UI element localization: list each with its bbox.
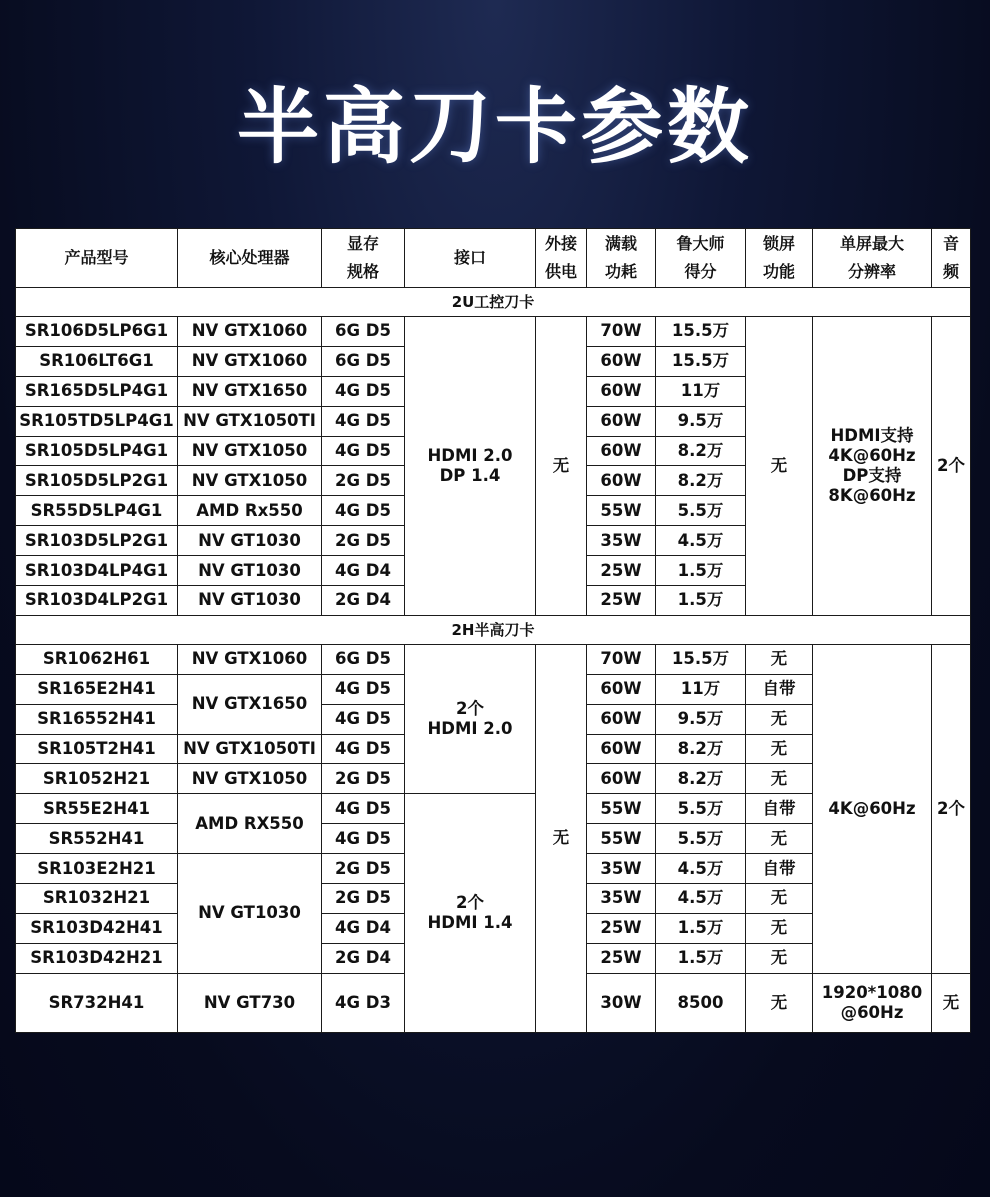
cell-tdp: 60W bbox=[587, 346, 656, 376]
cell-vram: 6G D5 bbox=[322, 644, 405, 674]
cell-model: SR103E2H21 bbox=[16, 854, 178, 884]
table-row bbox=[16, 644, 971, 674]
cell-tdp: 35W bbox=[587, 526, 656, 556]
cell-lock: 无 bbox=[746, 644, 813, 674]
cell-ext-power-2u: 无 bbox=[536, 317, 587, 616]
cell-tdp: 70W bbox=[587, 317, 656, 347]
cell-tdp: 60W bbox=[587, 406, 656, 436]
cell-tdp: 60W bbox=[587, 466, 656, 496]
header-ext-power: 外接 供电 bbox=[536, 229, 587, 288]
cell-gpu: NV GTX1050 bbox=[178, 764, 322, 794]
header-gpu: 核心处理器 bbox=[178, 229, 322, 288]
cell-lock: 自带 bbox=[746, 794, 813, 824]
header-model: 产品型号 bbox=[16, 229, 178, 288]
cell-model: SR103D5LP2G1 bbox=[16, 526, 178, 556]
cell-tdp: 55W bbox=[587, 496, 656, 526]
cell-vram: 2G D4 bbox=[322, 586, 405, 616]
cell-score: 5.5万 bbox=[656, 496, 746, 526]
cell-score: 9.5万 bbox=[656, 704, 746, 734]
cell-score: 8.2万 bbox=[656, 436, 746, 466]
section-2u-label: 2U工控刀卡 bbox=[16, 288, 971, 317]
cell-score: 8.2万 bbox=[656, 734, 746, 764]
cell-tdp: 25W bbox=[587, 943, 656, 973]
cell-vram: 4G D4 bbox=[322, 556, 405, 586]
cell-gpu: NV GT1030 bbox=[178, 854, 322, 974]
cell-tdp: 35W bbox=[587, 854, 656, 884]
header-row bbox=[16, 229, 971, 288]
cell-vram: 4G D5 bbox=[322, 794, 405, 824]
cell-gpu: NV GTX1650 bbox=[178, 674, 322, 734]
spec-table bbox=[15, 228, 971, 1033]
header-lock: 锁屏 功能 bbox=[746, 229, 813, 288]
cell-tdp: 55W bbox=[587, 794, 656, 824]
cell-ext-power-2h: 无 bbox=[536, 644, 587, 1032]
cell-tdp: 25W bbox=[587, 913, 656, 943]
cell-gpu: NV GT1030 bbox=[178, 556, 322, 586]
cell-interface-2h-a: 2个 HDMI 2.0 bbox=[405, 644, 536, 793]
cell-gpu: NV GTX1050 bbox=[178, 436, 322, 466]
cell-gpu: NV GTX1060 bbox=[178, 644, 322, 674]
cell-gpu: NV GTX1650 bbox=[178, 376, 322, 406]
cell-tdp: 60W bbox=[587, 704, 656, 734]
cell-resolution-2h: 4K@60Hz bbox=[813, 644, 932, 973]
cell-interface-2u: HDMI 2.0 DP 1.4 bbox=[405, 317, 536, 616]
cell-vram: 2G D5 bbox=[322, 764, 405, 794]
cell-lock: 自带 bbox=[746, 854, 813, 884]
cell-model: SR16552H41 bbox=[16, 704, 178, 734]
cell-model: SR55D5LP4G1 bbox=[16, 496, 178, 526]
cell-model: SR165E2H41 bbox=[16, 674, 178, 704]
cell-lock: 自带 bbox=[746, 674, 813, 704]
cell-model: SR103D4LP4G1 bbox=[16, 556, 178, 586]
cell-vram: 4G D5 bbox=[322, 406, 405, 436]
cell-tdp: 60W bbox=[587, 734, 656, 764]
cell-score: 1.5万 bbox=[656, 943, 746, 973]
cell-score: 11万 bbox=[656, 376, 746, 406]
cell-tdp: 60W bbox=[587, 436, 656, 466]
section-2h-header bbox=[16, 615, 971, 644]
cell-model: SR1052H21 bbox=[16, 764, 178, 794]
cell-vram: 2G D5 bbox=[322, 466, 405, 496]
cell-model: SR106LT6G1 bbox=[16, 346, 178, 376]
section-2u-header bbox=[16, 288, 971, 317]
cell-tdp: 25W bbox=[587, 556, 656, 586]
cell-gpu: NV GT1030 bbox=[178, 526, 322, 556]
cell-lock: 无 bbox=[746, 824, 813, 854]
header-score: 鲁大师 得分 bbox=[656, 229, 746, 288]
cell-lock: 无 bbox=[746, 973, 813, 1032]
cell-score: 11万 bbox=[656, 674, 746, 704]
cell-model: SR103D42H41 bbox=[16, 913, 178, 943]
cell-score: 5.5万 bbox=[656, 824, 746, 854]
cell-audio-2u: 2个 bbox=[932, 317, 971, 616]
cell-model: SR103D42H21 bbox=[16, 943, 178, 973]
cell-vram: 4G D4 bbox=[322, 913, 405, 943]
cell-tdp: 70W bbox=[587, 644, 656, 674]
cell-vram: 6G D5 bbox=[322, 317, 405, 347]
cell-audio-2h: 2个 bbox=[932, 644, 971, 973]
cell-vram: 4G D5 bbox=[322, 734, 405, 764]
cell-model: SR106D5LP6G1 bbox=[16, 317, 178, 347]
cell-score: 8.2万 bbox=[656, 764, 746, 794]
cell-gpu: NV GTX1060 bbox=[178, 346, 322, 376]
cell-vram: 2G D5 bbox=[322, 526, 405, 556]
cell-vram: 2G D5 bbox=[322, 854, 405, 884]
cell-score: 15.5万 bbox=[656, 644, 746, 674]
cell-vram: 4G D5 bbox=[322, 496, 405, 526]
header-interface: 接口 bbox=[405, 229, 536, 288]
cell-score: 1.5万 bbox=[656, 556, 746, 586]
cell-model: SR732H41 bbox=[16, 973, 178, 1032]
header-tdp: 满载 功耗 bbox=[587, 229, 656, 288]
cell-lock-2u: 无 bbox=[746, 317, 813, 616]
cell-gpu: NV GT730 bbox=[178, 973, 322, 1032]
cell-vram: 4G D5 bbox=[322, 704, 405, 734]
cell-model: SR1032H21 bbox=[16, 884, 178, 914]
cell-model: SR55E2H41 bbox=[16, 794, 178, 824]
cell-interface-2h-b: 2个 HDMI 1.4 bbox=[405, 794, 536, 1032]
cell-model: SR165D5LP4G1 bbox=[16, 376, 178, 406]
cell-lock: 无 bbox=[746, 943, 813, 973]
cell-gpu: NV GTX1060 bbox=[178, 317, 322, 347]
cell-vram: 2G D5 bbox=[322, 884, 405, 914]
cell-score: 8500 bbox=[656, 973, 746, 1032]
cell-resolution: 1920*1080 @60Hz bbox=[813, 973, 932, 1032]
cell-vram: 4G D5 bbox=[322, 674, 405, 704]
cell-gpu: AMD RX550 bbox=[178, 794, 322, 854]
header-resolution: 单屏最大 分辨率 bbox=[813, 229, 932, 288]
cell-score: 1.5万 bbox=[656, 913, 746, 943]
cell-score: 8.2万 bbox=[656, 466, 746, 496]
cell-lock: 无 bbox=[746, 884, 813, 914]
cell-tdp: 55W bbox=[587, 824, 656, 854]
cell-tdp: 30W bbox=[587, 973, 656, 1032]
cell-model: SR103D4LP2G1 bbox=[16, 586, 178, 616]
cell-tdp: 25W bbox=[587, 586, 656, 616]
cell-score: 4.5万 bbox=[656, 854, 746, 884]
cell-vram: 4G D5 bbox=[322, 824, 405, 854]
cell-vram: 2G D4 bbox=[322, 943, 405, 973]
cell-tdp: 60W bbox=[587, 376, 656, 406]
cell-tdp: 60W bbox=[587, 764, 656, 794]
header-vram: 显存 规格 bbox=[322, 229, 405, 288]
section-2h-label: 2H半高刀卡 bbox=[16, 615, 971, 644]
cell-gpu: NV GTX1050TI bbox=[178, 734, 322, 764]
cell-gpu: NV GT1030 bbox=[178, 586, 322, 616]
cell-score: 5.5万 bbox=[656, 794, 746, 824]
cell-model: SR105D5LP2G1 bbox=[16, 466, 178, 496]
cell-score: 4.5万 bbox=[656, 526, 746, 556]
cell-lock: 无 bbox=[746, 764, 813, 794]
cell-score: 15.5万 bbox=[656, 346, 746, 376]
cell-model: SR105D5LP4G1 bbox=[16, 436, 178, 466]
cell-model: SR552H41 bbox=[16, 824, 178, 854]
cell-vram: 4G D3 bbox=[322, 973, 405, 1032]
cell-gpu: NV GTX1050TI bbox=[178, 406, 322, 436]
cell-score: 1.5万 bbox=[656, 586, 746, 616]
page-title: 半高刀卡参数 bbox=[236, 80, 753, 175]
cell-audio: 无 bbox=[932, 973, 971, 1032]
cell-lock: 无 bbox=[746, 734, 813, 764]
cell-score: 4.5万 bbox=[656, 884, 746, 914]
cell-lock: 无 bbox=[746, 913, 813, 943]
cell-model: SR105TD5LP4G1 bbox=[16, 406, 178, 436]
cell-vram: 6G D5 bbox=[322, 346, 405, 376]
cell-gpu: NV GTX1050 bbox=[178, 466, 322, 496]
cell-tdp: 60W bbox=[587, 674, 656, 704]
cell-model: SR1062H61 bbox=[16, 644, 178, 674]
cell-gpu: AMD Rx550 bbox=[178, 496, 322, 526]
header-audio: 音 频 bbox=[932, 229, 971, 288]
cell-vram: 4G D5 bbox=[322, 376, 405, 406]
cell-resolution-2u: HDMI支持 4K@60Hz DP支持 8K@60Hz bbox=[813, 317, 932, 616]
cell-model: SR105T2H41 bbox=[16, 734, 178, 764]
cell-score: 9.5万 bbox=[656, 406, 746, 436]
cell-tdp: 35W bbox=[587, 884, 656, 914]
cell-lock: 无 bbox=[746, 704, 813, 734]
cell-score: 15.5万 bbox=[656, 317, 746, 347]
cell-vram: 4G D5 bbox=[322, 436, 405, 466]
table-row bbox=[16, 317, 971, 347]
